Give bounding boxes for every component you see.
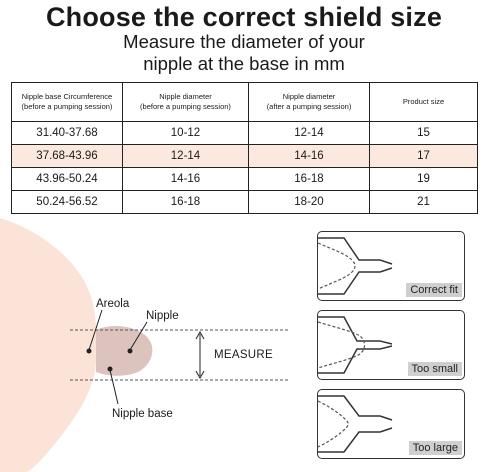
table-header-row: [12, 83, 478, 122]
fit-panel-too-small: [317, 310, 465, 380]
table-cell: 43.96-50.24: [12, 168, 123, 191]
fit-label: Correct fit: [406, 283, 462, 297]
table-cell: 50.24-56.52: [12, 191, 123, 214]
header-line: (after a pumping session): [266, 102, 352, 111]
nipple-dot: [128, 349, 133, 354]
header-line: (before a pumping session): [140, 102, 231, 111]
fit-panel-too-large: [317, 389, 465, 459]
table-cell: 37.68-43.96: [12, 145, 123, 168]
table-cell: 10-12: [123, 122, 249, 145]
nipple-base-label: Nipple base: [112, 408, 173, 420]
table-cell: 17: [370, 145, 478, 168]
table-cell: 21: [370, 191, 478, 214]
table-cell: 15: [370, 122, 478, 145]
header-line: Nipple base Circumference: [21, 92, 113, 101]
table-cell: 12-14: [123, 145, 249, 168]
nipple-diagram: [0, 218, 300, 472]
subtitle-line-2: nipple at the base in mm: [143, 53, 345, 74]
breast-skin: [0, 218, 96, 472]
nipple-base-dot: [108, 367, 113, 372]
table-cell: 19: [370, 168, 478, 191]
areola-dot: [87, 349, 92, 354]
table-cell: 16-18: [249, 168, 370, 191]
table-cell: 31.40-37.68: [12, 122, 123, 145]
nipple-shape: [96, 326, 152, 376]
header-line: Nipple diameter: [282, 92, 336, 101]
page-subtitle: [0, 31, 488, 75]
header-diameter-after: [249, 83, 370, 122]
header-line: Product size: [402, 97, 445, 106]
size-table: [11, 82, 478, 214]
page-title: Choose the correct shield size: [45, 2, 443, 32]
nipple-label: Nipple: [146, 310, 179, 322]
measure-label: MEASURE: [214, 349, 273, 361]
table-cell: 16-18: [123, 191, 249, 214]
fit-panel-correct: [317, 231, 465, 301]
table-cell: 12-14: [249, 122, 370, 145]
table-row: [12, 191, 478, 214]
header-circumference: [12, 83, 123, 122]
header-product-size: [370, 83, 478, 122]
table-cell: 14-16: [249, 145, 370, 168]
table-row-highlighted: [12, 145, 478, 168]
table-row: [12, 122, 478, 145]
header-line: Nipple diameter: [159, 92, 212, 101]
table-row: [12, 168, 478, 191]
areola-label: Areola: [96, 298, 130, 310]
table-cell: 14-16: [123, 168, 249, 191]
subtitle-line-1: Measure the diameter of your: [123, 31, 365, 52]
header-diameter-before: [123, 83, 249, 122]
header-line: (before a pumping session): [21, 102, 113, 111]
table-cell: 18-20: [249, 191, 370, 214]
fit-label: Too small: [408, 362, 462, 376]
fit-label: Too large: [409, 441, 462, 455]
